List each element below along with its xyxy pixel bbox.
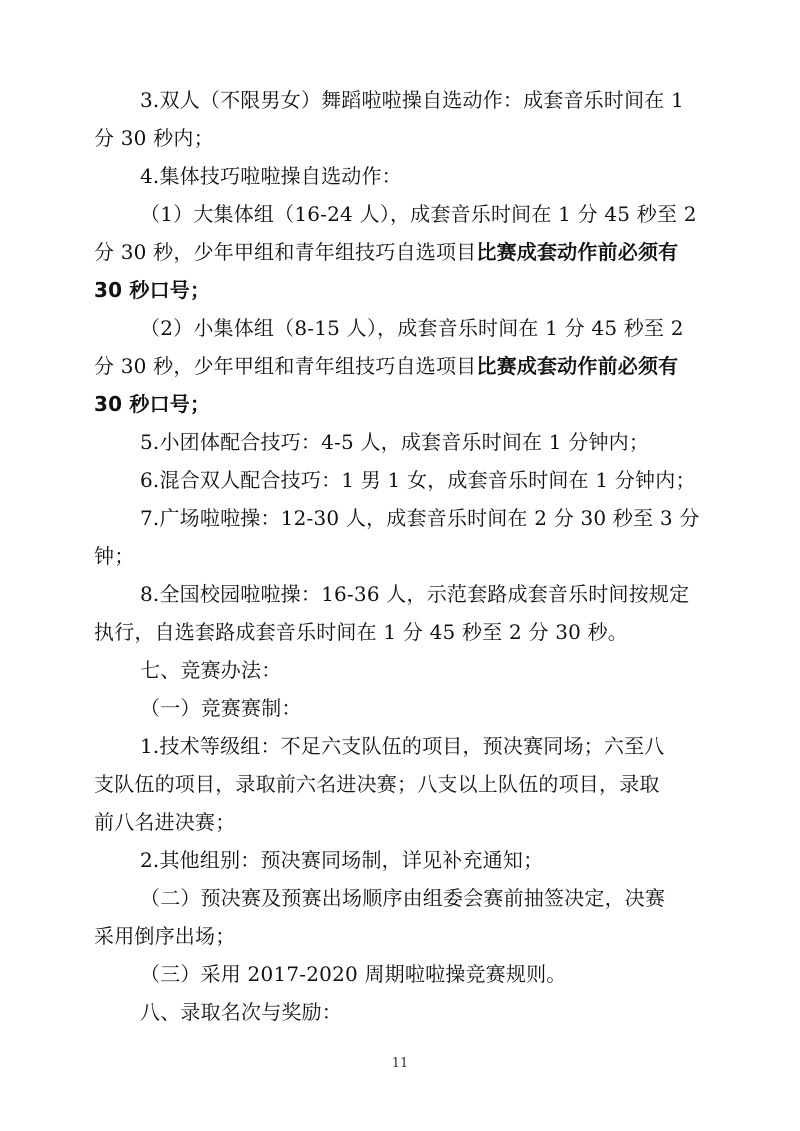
text-line xyxy=(94,238,706,266)
bold-text: 比赛成套动作前必须有 xyxy=(476,354,679,378)
text-line: （三）采用 2017-2020 周期啦啦操竞赛规则。 xyxy=(140,962,567,986)
text-span: 分 30 秒，少年甲组和青年组技巧自选项目 xyxy=(94,354,477,378)
text-line: 4.集体技巧啦啦操自选动作： xyxy=(140,164,402,188)
subsection-heading: （一）竞赛赛制： xyxy=(140,696,302,720)
text-line: 采用倒序出场； xyxy=(94,924,236,948)
text-line: 前八名进决赛； xyxy=(94,810,236,834)
section-heading: 八、录取名次与奖励： xyxy=(140,1000,342,1024)
text-line: 分 30 秒内； xyxy=(94,126,214,150)
text-line: 5.小团体配合技巧：4-5 人，成套音乐时间在 1 分钟内； xyxy=(140,430,650,454)
bold-text-line: 30 秒口号； xyxy=(94,278,211,302)
text-line: 3.双人（不限男女）舞蹈啦啦操自选动作：成套音乐时间在 1 xyxy=(140,88,684,112)
bold-text-line: 30 秒口号； xyxy=(94,392,211,416)
text-line: （二）预决赛及预赛出场顺序由组委会赛前抽签决定，决赛 xyxy=(140,886,666,910)
text-line: 钟； xyxy=(94,544,135,568)
text-line: 支队伍的项目，录取前六名进决赛；八支以上队伍的项目，录取 xyxy=(94,772,660,796)
text-line: （2）小集体组（8-15 人），成套音乐时间在 1 分 45 秒至 2 xyxy=(140,316,684,340)
page-number: 11 xyxy=(391,1056,409,1071)
text-line: 6.混合双人配合技巧：1 男 1 女，成套音乐时间在 1 分钟内； xyxy=(140,468,696,492)
bold-text: 比赛成套动作前必须有 xyxy=(476,240,679,264)
text-line: 2.其他组别：预决赛同场制，详见补充通知； xyxy=(140,848,544,872)
text-line: （1）大集体组（16-24 人），成套音乐时间在 1 分 45 秒至 2 xyxy=(140,202,697,226)
text-line: 8.全国校园啦啦操：16-36 人，示范套路成套音乐时间按规定 xyxy=(140,582,690,606)
text-line: 7.广场啦啦操：12-30 人，成套音乐时间在 2 分 30 秒至 3 分 xyxy=(140,506,700,530)
text-line: 1.技术等级组：不足六支队伍的项目，预决赛同场；六至八 xyxy=(140,734,665,758)
section-heading: 七、竞赛办法： xyxy=(140,658,282,682)
text-line xyxy=(94,352,706,380)
text-span: 分 30 秒，少年甲组和青年组技巧自选项目 xyxy=(94,240,477,264)
text-line: 执行，自选套路成套音乐时间在 1 分 45 秒至 2 分 30 秒。 xyxy=(94,620,629,644)
